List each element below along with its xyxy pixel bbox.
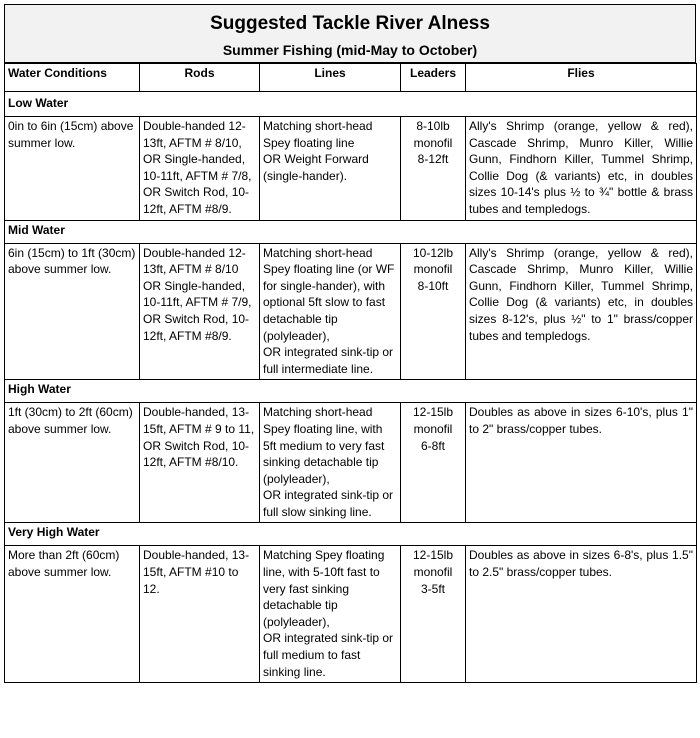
page-title: Suggested Tackle River Alness bbox=[210, 13, 490, 34]
lines-line: Matching short-head Spey floating line bbox=[263, 119, 373, 150]
section-title: Mid Water bbox=[5, 220, 697, 243]
rods-line: OR Switch Rod, 10-12ft, AFTM #8/10. bbox=[143, 438, 250, 470]
lines-cell bbox=[260, 243, 401, 380]
leader-material: monofil bbox=[413, 565, 453, 580]
conditions-cell: 0in to 6in (15cm) above summer low. bbox=[5, 117, 140, 221]
rods-cell bbox=[140, 117, 260, 221]
leaders-cell bbox=[401, 117, 466, 221]
table-row bbox=[5, 546, 697, 683]
table-row bbox=[5, 403, 697, 523]
lines-line: OR Weight Forward (single-hander). bbox=[263, 152, 369, 183]
header-lines: Lines bbox=[260, 64, 401, 92]
section-row-low-water bbox=[5, 92, 697, 117]
leaders-cell bbox=[401, 243, 466, 380]
leaders-cell bbox=[401, 403, 466, 523]
lines-line: Matching short-head Spey floating line (or WF for single-hander), with optional 5ft slow to fast detachable tip (polyleader), bbox=[263, 245, 395, 343]
table-row bbox=[5, 117, 697, 221]
section-row-mid-water bbox=[5, 220, 697, 243]
lines-cell bbox=[260, 403, 401, 523]
rods-cell bbox=[140, 546, 260, 683]
rods-cell bbox=[140, 243, 260, 380]
table-row bbox=[5, 243, 697, 380]
header-rods: Rods bbox=[140, 64, 260, 92]
rods-line: OR Single-handed, 10-11ft, AFTM # 7/8, bbox=[143, 152, 252, 183]
flies-cell: Ally's Shrimp (orange, yellow & red), Cascade Shrimp, Munro Killer, Willie Gunn, Findhorn Killer, Tummel Shrimp, Collie Dog (& variants) etc, in doubles sizes 10-14's plus ½ to ¾" bottle & brass tubes and templedogs. bbox=[466, 117, 697, 221]
table-header-row bbox=[5, 64, 697, 92]
flies-cell: Ally's Shrimp (orange, yellow & red), Cascade Shrimp, Munro Killer, Willie Gunn, Findhorn Killer, Tummel Shrimp, Collie Dog (& variants) etc, in doubles sizes 8-12's, plus ½" to 1" brass/copper tubes and templedogs. bbox=[466, 243, 697, 380]
header-water-conditions: Water Conditions bbox=[5, 64, 140, 92]
flies-cell: Doubles as above in sizes 6-8's, plus 1.5" to 2.5" brass/copper tubes. bbox=[466, 546, 697, 683]
conditions-cell: 1ft (30cm) to 2ft (60cm) above summer low. bbox=[5, 403, 140, 523]
rods-line: Double-handed 12-13ft, AFTM # 8/10, bbox=[143, 119, 246, 150]
conditions-cell: More than 2ft (60cm) above summer low. bbox=[5, 546, 140, 683]
leader-length: 6-8ft bbox=[420, 438, 445, 453]
section-row-high-water bbox=[5, 380, 697, 403]
leader-strength: 8-10lb bbox=[416, 119, 450, 133]
leader-length: 8-12ft bbox=[417, 152, 449, 167]
leader-strength: 10-12lb bbox=[412, 245, 454, 260]
leader-strength: 12-15lb bbox=[412, 548, 454, 563]
lines-line: OR integrated sink-tip or full intermediate line. bbox=[263, 345, 394, 376]
rods-line: OR Switch Rod, 10-12ft, AFTM #8/9. bbox=[143, 185, 250, 216]
section-row-very-high-water bbox=[5, 523, 697, 546]
leader-length: 8-10ft bbox=[417, 278, 449, 293]
page-subtitle: Summer Fishing (mid-May to October) bbox=[222, 42, 478, 58]
header-leaders: Leaders bbox=[401, 64, 466, 92]
leader-material: monofil bbox=[413, 135, 453, 150]
lines-line: OR integrated sink-tip or full slow sinking line. bbox=[263, 488, 394, 519]
section-title: Very High Water bbox=[5, 523, 697, 546]
section-title: High Water bbox=[5, 380, 697, 403]
conditions-cell: 6in (15cm) to 1ft (30cm) above summer low. bbox=[5, 243, 140, 380]
rods-line: OR Switch Rod, 10-12ft, AFTM #8/9. bbox=[143, 311, 250, 343]
section-title: Low Water bbox=[5, 92, 697, 117]
leader-material: monofil bbox=[413, 262, 453, 277]
leader-material: monofil bbox=[413, 421, 453, 436]
lines-line: Matching Spey floating line, with 5-10ft fast to very fast sinking detachable tip (polyleader), bbox=[263, 548, 385, 629]
lines-cell bbox=[260, 546, 401, 683]
rods-line: Double-handed 12-13ft, AFTM # 8/10 bbox=[143, 245, 246, 277]
tackle-sheet bbox=[4, 4, 696, 683]
rods-line: OR Single-handed, 10-11ft, AFTM # 7/9, bbox=[143, 278, 252, 310]
header-flies: Flies bbox=[466, 64, 697, 92]
leader-strength: 12-15lb bbox=[412, 405, 454, 420]
lines-cell bbox=[260, 117, 401, 221]
rods-line: Double-handed, 13-15ft, AFTM #10 to 12. bbox=[143, 548, 250, 596]
tackle-table bbox=[4, 63, 697, 683]
lines-line: Matching short-head Spey floating line, with 5ft medium to very fast sinking detachable tip (polyleader), bbox=[263, 405, 385, 486]
leaders-cell bbox=[401, 546, 466, 683]
rods-line: Double-handed, 13-15ft, AFTM # 9 to 11, bbox=[143, 405, 255, 436]
rods-cell bbox=[140, 403, 260, 523]
flies-cell: Doubles as above in sizes 6-10's, plus 1" to 2" brass/copper tubes. bbox=[466, 403, 697, 523]
lines-line: OR integrated sink-tip or full medium to fast sinking line. bbox=[263, 631, 394, 679]
leader-length: 3-5ft bbox=[420, 581, 445, 596]
title-box bbox=[4, 4, 696, 63]
